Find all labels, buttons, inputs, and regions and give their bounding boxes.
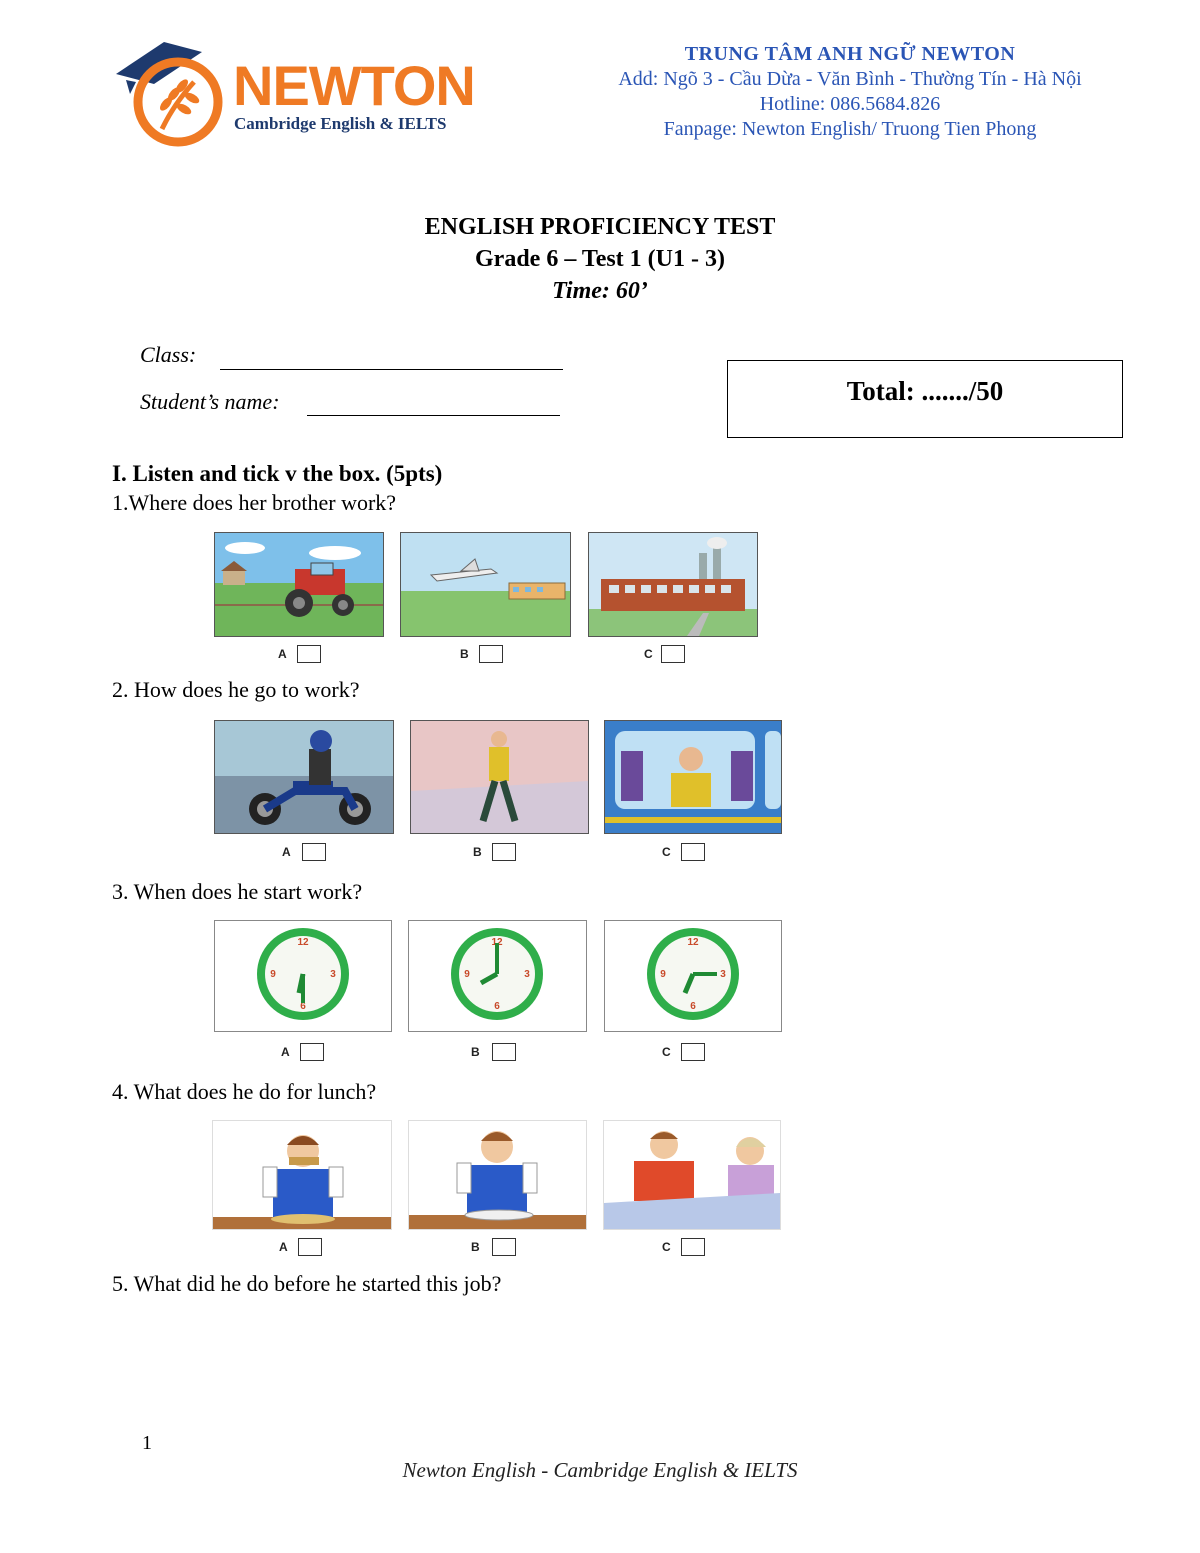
tick-box-4a[interactable] bbox=[298, 1238, 322, 1256]
motorbike-image bbox=[214, 720, 394, 834]
page-footer: Newton English - Cambridge English & IELTS bbox=[402, 1458, 798, 1482]
student-name-input-line[interactable] bbox=[307, 415, 560, 416]
clock-eight-image bbox=[408, 920, 587, 1032]
tick-box-3c[interactable] bbox=[681, 1043, 705, 1061]
test-time: Time: 60’ bbox=[552, 278, 648, 304]
tractor-farm-image bbox=[214, 532, 384, 637]
svg-text:3: 3 bbox=[720, 969, 726, 980]
tick-box-2b[interactable] bbox=[492, 843, 516, 861]
svg-text:12: 12 bbox=[297, 937, 309, 948]
option-label: A bbox=[281, 1045, 290, 1059]
section-heading: I. Listen and tick v the box. (5pts) bbox=[112, 461, 443, 486]
question-4: 4. What does he do for lunch? bbox=[112, 1079, 377, 1104]
option-label: B bbox=[471, 1045, 480, 1059]
airport-image bbox=[400, 532, 571, 637]
svg-text:3: 3 bbox=[524, 969, 530, 980]
center-hotline: Hotline: 086.5684.826 bbox=[759, 93, 941, 115]
svg-text:12: 12 bbox=[687, 937, 699, 948]
clock-seven-fifteen-image bbox=[604, 920, 782, 1032]
svg-text:6: 6 bbox=[494, 1001, 500, 1012]
newton-logo-icon bbox=[112, 34, 232, 149]
tick-box-1b[interactable] bbox=[479, 645, 503, 663]
train-passenger-image bbox=[604, 720, 782, 834]
svg-text:3: 3 bbox=[330, 969, 336, 980]
svg-text:12: 12 bbox=[491, 937, 503, 948]
option-label: A bbox=[278, 647, 287, 661]
tick-box-3a[interactable] bbox=[300, 1043, 324, 1061]
question-5: 5. What did he do before he started this job? bbox=[112, 1271, 502, 1296]
student-name-label: Student’s name: bbox=[140, 389, 280, 414]
tick-box-1a[interactable] bbox=[297, 645, 321, 663]
center-name: TRUNG TÂM ANH NGỮ NEWTON bbox=[684, 43, 1016, 65]
walking-man-image bbox=[410, 720, 589, 834]
svg-text:9: 9 bbox=[464, 969, 470, 980]
option-label: A bbox=[279, 1240, 288, 1254]
option-label: B bbox=[473, 845, 482, 859]
svg-text:9: 9 bbox=[270, 969, 276, 980]
center-fanpage: Fanpage: Newton English/ Truong Tien Phong bbox=[663, 118, 1037, 140]
question-3: 3. When does he start work? bbox=[112, 879, 363, 904]
eating-meal-image bbox=[408, 1120, 587, 1230]
class-label: Class: bbox=[140, 342, 197, 367]
tick-box-2c[interactable] bbox=[681, 843, 705, 861]
option-label: A bbox=[282, 845, 291, 859]
tick-box-4b[interactable] bbox=[492, 1238, 516, 1256]
tick-box-4c[interactable] bbox=[681, 1238, 705, 1256]
svg-text:9: 9 bbox=[660, 969, 666, 980]
tick-box-2a[interactable] bbox=[302, 843, 326, 861]
test-title: ENGLISH PROFICIENCY TEST bbox=[424, 214, 776, 240]
eating-sandwich-image bbox=[212, 1120, 392, 1230]
option-label: B bbox=[460, 647, 469, 661]
page-number: 1 bbox=[142, 1432, 152, 1454]
option-label: C bbox=[662, 1240, 671, 1254]
logo-subtitle: Cambridge English & IELTS bbox=[234, 114, 447, 133]
logo-wordmark: NEWTON bbox=[233, 54, 475, 117]
option-label: C bbox=[662, 1045, 671, 1059]
option-label: B bbox=[471, 1240, 480, 1254]
option-label: C bbox=[644, 647, 653, 661]
question-2: 2. How does he go to work? bbox=[112, 677, 360, 702]
total-score-text: Total: ......./50 bbox=[846, 376, 1004, 406]
clock-six-thirty-image bbox=[214, 920, 392, 1032]
center-address: Add: Ngõ 3 - Cầu Dừa - Văn Bình - Thường Tín - Hà Nội bbox=[618, 68, 1082, 90]
question-1: 1.Where does her brother work? bbox=[112, 490, 397, 515]
tick-box-3b[interactable] bbox=[492, 1043, 516, 1061]
class-input-line[interactable] bbox=[220, 369, 563, 370]
svg-text:6: 6 bbox=[300, 1001, 306, 1012]
option-label: C bbox=[662, 845, 671, 859]
svg-text:6: 6 bbox=[690, 1001, 696, 1012]
lunch-with-friend-image bbox=[603, 1120, 781, 1230]
factory-image bbox=[588, 532, 758, 637]
tick-box-1c[interactable] bbox=[661, 645, 685, 663]
test-grade: Grade 6 – Test 1 (U1 - 3) bbox=[475, 246, 725, 272]
